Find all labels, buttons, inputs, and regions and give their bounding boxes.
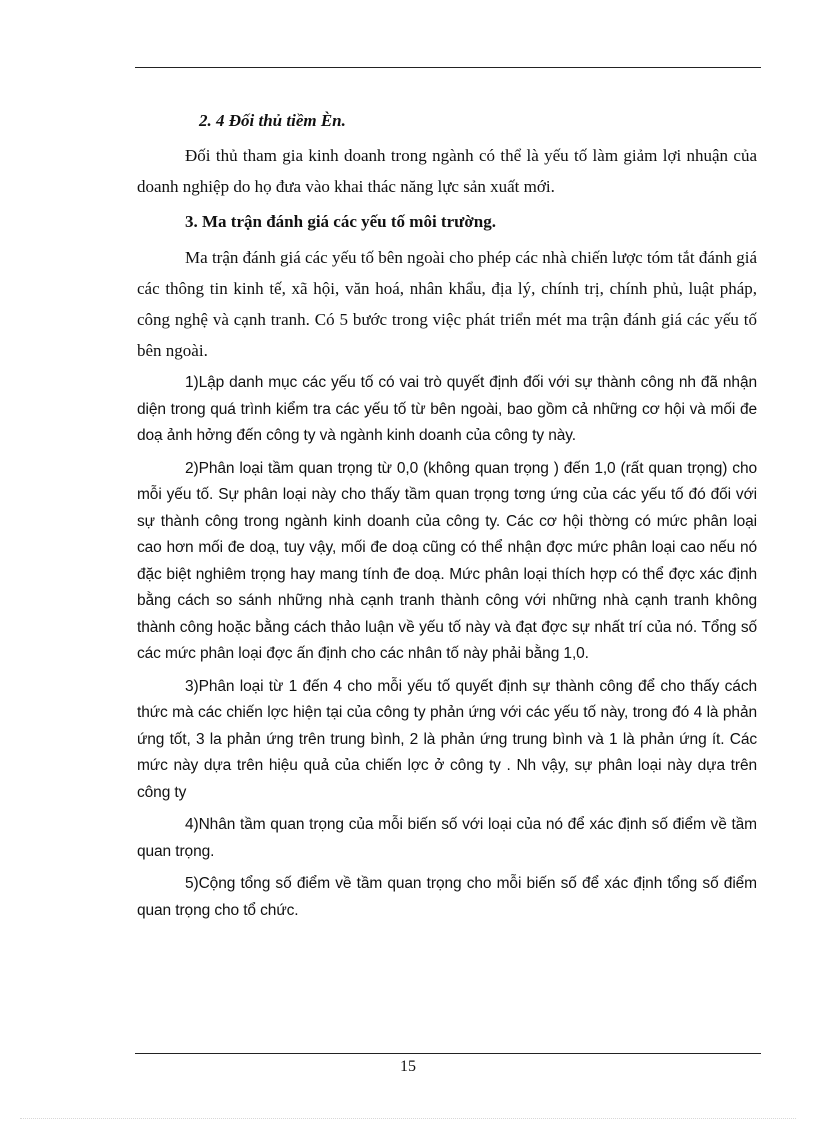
matrix-intro-paragraph: Ma trận đánh giá các yếu tố bên ngoài cho phép các nhà chiến lược tóm tắt đánh giá các thông tin kinh tế, xã hội, văn hoá, nhân khẩu, địa lý, chính trị, chính phủ, luật pháp, công nghệ và cạnh tranh. Có 5 bước trong việc phát triển mét ma trận đánh giá các yếu tố bên ngoài.: [137, 248, 757, 360]
matrix-heading: 3. Ma trận đánh giá các yếu tố môi trường.: [185, 212, 496, 231]
step-item: 3)Phân loại từ 1 đến 4 cho mỗi yếu tố quyết định sự thành công để cho thấy cách thức mà các chiến lợc hiện tại của công ty phản ứng với các yếu tố này, trong đó 4 là phản ứng tốt, 3 la phản ứng trên trung bình, 2 là phản ứng trung bình và 1 là phản ứng ít. Các mức này dựa trên hiệu quả của chiến lợc ở công ty . Nh vậy, sự phân loại này dựa trên công ty: [137, 677, 757, 801]
step-item: 5)Cộng tổng số điểm về tầm quan trọng cho mỗi biến số để xác định tổng số điểm quan trọng cho tổ chức.: [137, 875, 757, 919]
step-item: 4)Nhân tầm quan trọng của mỗi biến số với loại của nó để xác định số điểm về tầm quan trọng.: [137, 816, 757, 860]
page-edge-dotted-line: [20, 1118, 796, 1119]
header-rule: [135, 67, 761, 68]
section-heading: 2. 4 Đối thủ tiềm Èn.: [199, 111, 346, 130]
step-item: 1)Lập danh mục các yếu tố có vai trò quyết định đối với sự thành công nh đã nhận diện trong quá trình kiểm tra các yếu tố từ bên ngoài, bao gồm cả những cơ hội và mối đe doạ ảnh hởng đến công ty và ngành kinh doanh của công ty này.: [137, 374, 757, 444]
footer-rule: [135, 1053, 761, 1054]
section-paragraph: Đối thủ tham gia kinh doanh trong ngành có thể là yếu tố làm giảm lợi nhuận của doanh nghiệp do họ đưa vào khai thác năng lực sản xuất mới.: [137, 146, 757, 196]
step-item: 2)Phân loại tầm quan trọng từ 0,0 (không quan trọng ) đến 1,0 (rất quan trọng) cho mỗi yếu tố. Sự phân loại này cho thấy tầm quan trọng tơng ứng của các yếu tố đó đối với sự thành công trong ngành kinh doanh của công ty. Các cơ hội thờng có mức phân loại cao hơn mối đe doạ, tuy vậy, mối đe doạ cũng có thể nhận đợc mức phân loại cao nếu nó đặc biệt nghiêm trọng hay mang tính đe doạ. Mức phân loại thích hợp có thể đợc xác định bằng cách so sánh những nhà cạnh tranh thành công với những nhà cạnh tranh không thành công hoặc bằng cách thảo luận về yếu tố này và đạt đợc sự nhất trí của nó. Tổng số các mức phân loại đợc ấn định cho các nhân tố này phải bằng 1,0.: [137, 459, 757, 662]
page-content: [137, 108, 757, 930]
page-number: 15: [400, 1058, 416, 1075]
steps-list: [137, 370, 757, 924]
